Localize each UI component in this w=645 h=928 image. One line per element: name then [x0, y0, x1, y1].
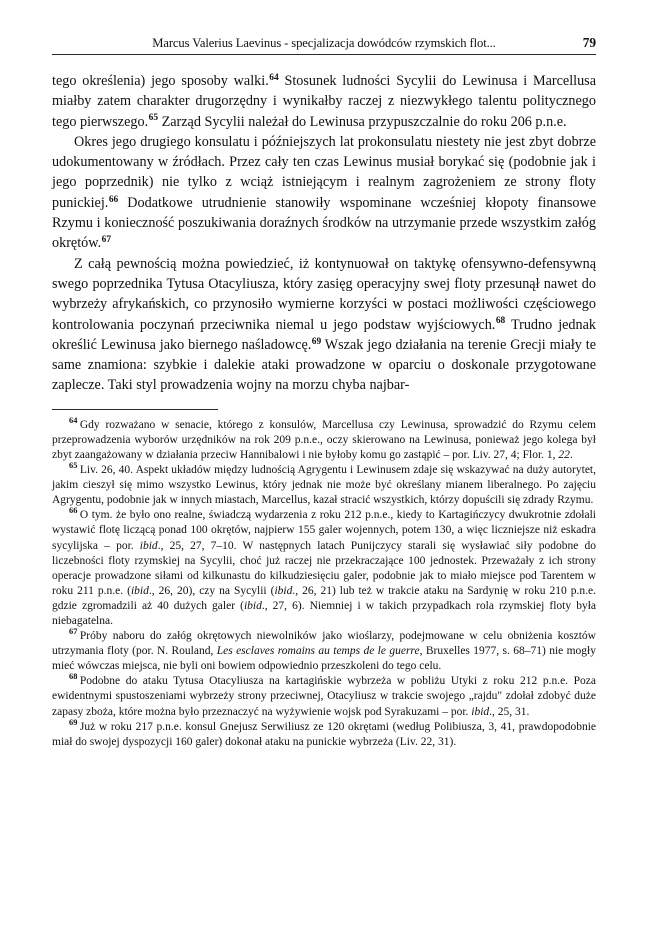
footnote-reference[interactable]: 65 [148, 113, 159, 124]
italic-text: Les esclaves romains au temps de le guerre [216, 645, 420, 658]
body-text [52, 71, 596, 396]
page-bottom-margin [52, 750, 596, 790]
footnote-entry: $^{65}$ Liv. 26, 40. Aspekt układów między ludnością Agrygentu i Lewinusem zdaje się wskazywać na duży autorytet, jakim cieszył się mimo wszystko Lewinus, który jednak nie może być określany mianem liberalnego. Po zajęciu Agrygentu, podobnie jak w innych miastach, Marcellus, kazał stracić wszystkich, którzy dopuścili się zdrady Rzymu. [52, 461, 596, 507]
footnote-reference[interactable]: 66 [108, 194, 119, 205]
footnote-entry: $^{66}$ O tym. że było ono realne, świadczą wydarzenia z roku 212 p.n.e., kiedy to Kartagińczycy dwukrotnie zdołali wystawić flotę liczącą ponad 100 okrętów, najpierw 155 galer wojennych, potem 130, a więc liczniejsze niż eskadra sycylijska – por. ibid., 25, 27, 7–10. W następnych latach Punijczycy starali się wysławiać siły podobne do liczebności floty rzymskiej na Sycylii, choć już raczej nie przekraczające 100 jednostek. Przeważały z ich strony operacje prowadzone siłami od kilkunastu do kilkudziesięciu galer, podobnie jak to miało miejsce pod Tarentem w roku 211 p.n.e. (ibid., 26, 20), czy na Sycylii (ibid., 26, 21) lub też w trakcie ataku na Sardynię w roku 210 p.n.e. gdzie zgromadzili aż 40 dużych galer (ibid., 27, 6). Niemniej i w takich przypadkach rola rzymskiej floty była niebagatelna. [52, 506, 596, 627]
footnote-entry: $^{64}$ Gdy rozważano w senacie, którego z konsulów, Marcellusa czy Lewinusa, sprowadzić do Rzymu celem przeprowadzenia wyborów urzędników na rok 209 p.n.e., oczy skierowano na Lewinusa, ponieważ jego kolega był zbyt zaangażowany w działania przeciw Hannibalowi i nie byłoby komu go zastąpić – por. Liv. 27, 4; Flor. 1, 22. [52, 415, 596, 461]
page-content [52, 36, 596, 790]
footnote-number[interactable]: 68 [69, 672, 78, 682]
running-head [52, 36, 596, 55]
italic-text: ibid [139, 539, 158, 552]
italic-text: 22 [558, 448, 570, 461]
footnote-reference[interactable]: 64 [269, 72, 279, 83]
footnote-number[interactable]: 69 [69, 717, 78, 727]
footnote-entry: $^{68}$ Podobne do ataku Tytusa Otacyliusza na kartagińskie wybrzeża w pobliżu Utyki z roku 212 p.n.e. Poza ewidentnymi spustoszeniami wybrzeży strony przeciwnej, Otacyliusz w trakcie swojego „rajdu" zdołał zdobyć duże zapasy zboża, które można było przeznaczyć na wyżywienie wojsk pod Syrakuzami – por. ibid., 25, 31. [52, 672, 596, 718]
body-paragraph: Z całą pewnością można powiedzieć, iż kontynuował on taktykę ofensywno-defensywną swego poprzednika Tytusa Otacyliusza, który zasięg operacyjny swej floty przesunął nawet do wybrzeży afrykańskich, co przynosiło wymierne korzyści w postaci możliwości częściowego kontrolowania poczynań przeciwnika niemal u jego podstaw wyjściowych.$^{68}$ Trudno jednak określić Lewinusa jako biernego naśladowcę.$^{69}$ Wszak jego działania na terenie Grecji miały te same znamiona: szybkie i dalekie ataki prowadzone w oparciu o doskonale przygotowane zaplecze. Taki styl prowadzenia wojny na morzu chyba najbar- [52, 255, 597, 394]
footnote-number[interactable]: 65 [69, 461, 78, 470]
running-head-title: Marcus Valerius Laevinus - specjalizacja dowódców rzymskich flot... [152, 36, 496, 50]
footnote-reference[interactable]: 69 [311, 336, 322, 347]
footnote-separator-rule [52, 409, 218, 410]
body-paragraph: tego określenia) jego sposoby walki.$^{64}$ Stosunek ludności Sycylii do Lewinusa i Marcellusa miałby zatem charakter drugorzędny i wynikałby raczej z niezwykłego talentu politycznego tego pierwszego.$^{65}$ Zarząd Sycylii należał do Lewinusa przypuszczalnie do roku 206 p.n.e. [52, 72, 596, 130]
footnotes-block [52, 415, 597, 750]
footnote-reference[interactable]: 67 [101, 235, 111, 246]
footnote-entry: $^{67}$ Próby naboru do załóg okrętowych niewolników jako wioślarzy, podejmowane w celu obniżenia kosztów utrzymania floty (por. N. Rouland, Les esclaves romains au temps de le guerre, Bruxelles 1977, s. 68–71) nie mogły mieć wówczas miejsca, nie byli oni bowiem odpowiednio przeszkoleni do tego celu. [52, 627, 597, 673]
italic-text: ibid [130, 584, 149, 597]
footnote-number[interactable]: 64 [69, 415, 78, 425]
body-paragraph: Okres jego drugiego konsulatu i późniejszych lat prokonsulatu niestety nie jest zbyt dobrze udokumentowany w źródłach. Przez cały ten czas Lewinus musiał borykać się (podobnie jak i jego poprzednik) nie tylko z wciąż istniejącym i realnym zagrożeniem ze strony floty punickiej.$^{66}$ Dodatkowe utrudnienie stanowiły wspominane wcześniej kłopoty finansowe Rzymu i konieczność poszukiwania doraźnych środków na utrzymanie przede wszystkim załóg okrętów.$^{67}$ [52, 133, 596, 252]
page-number: 79 [582, 35, 596, 50]
footnote-entry: $^{69}$ Już w roku 217 p.n.e. konsul Gnejusz Serwiliusz ze 120 okrętami (według Polibiusza, 3, 41, prawdopodobnie miał do swojej dyspozycji 160 galer) dokonał ataku na punickie wybrzeża (Liv. 22, 31). [52, 717, 596, 748]
footnote-number[interactable]: 66 [69, 506, 78, 516]
italic-text: ibid [471, 705, 490, 718]
footnote-number[interactable]: 67 [69, 627, 78, 637]
footnote-reference[interactable]: 68 [495, 316, 506, 327]
italic-text: ibid [243, 599, 262, 612]
italic-text: ibid [274, 584, 293, 597]
